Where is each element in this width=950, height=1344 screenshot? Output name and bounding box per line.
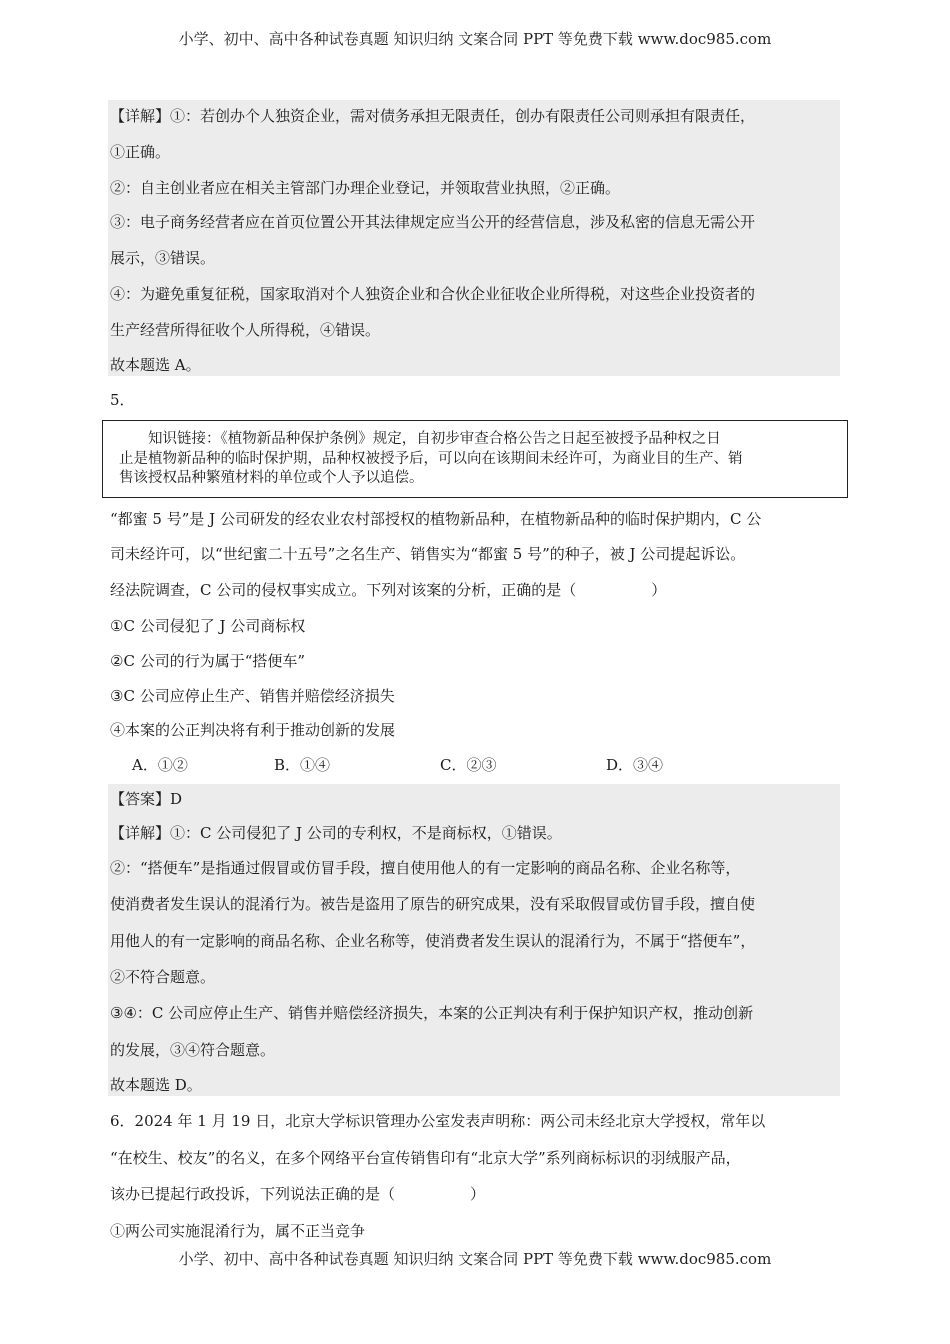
q4-explain-line: 展示，③错误。 [110, 249, 216, 267]
q4-explain-line: ②：自主创业者应在相关主管部门办理企业登记，并领取营业执照，②正确。 [110, 179, 621, 197]
q5-item: ③C 公司应停止生产、销售并赔偿经济损失 [110, 687, 395, 705]
q5-stem-line: 司未经许可，以“世纪蜜二十五号”之名生产、销售实为“都蜜 5 号”的种子，被 J 公司提起诉讼。 [110, 545, 746, 563]
q5-answer: 【答案】D [110, 790, 183, 808]
q5-explain-line: 使消费者发生误认的混淆行为。被告是盗用了原告的研究成果，没有采取假冒或仿冒手段，擅自使 [110, 895, 756, 913]
page-footer: 小学、初中、高中各种试卷真题 知识归纳 文案合同 PPT 等免费下载 www.doc985.com [178, 1250, 772, 1268]
page-header: 小学、初中、高中各种试卷真题 知识归纳 文案合同 PPT 等免费下载 www.doc985.com [178, 30, 772, 48]
q5-explain-line: 【详解】①：C 公司侵犯了 J 公司的专利权，不是商标权，①错误。 [110, 824, 562, 842]
q5-explain-line: 故本题选 D。 [110, 1076, 202, 1094]
q4-explain-line: 【详解】①：若创办个人独资企业，需对债务承担无限责任，创办有限责任公司则承担有限责任， [110, 107, 756, 125]
knowledge-link-box [102, 420, 848, 498]
q5-explain-line: 的发展，③④符合题意。 [110, 1041, 276, 1059]
q5-explain-line: 用他人的有一定影响的商品名称、企业名称等，使消费者发生误认的混淆行为，不属于“搭便车”， [110, 932, 756, 950]
q4-explain-line: 故本题选 A。 [110, 356, 201, 374]
q5-item: ④本案的公正判决将有利于推动创新的发展 [110, 721, 396, 739]
q4-explain-line: ③：电子商务经营者应在首页位置公开其法律规定应当公开的经营信息，涉及私密的信息无需公开 [110, 213, 756, 231]
q5-explain-line: ②不符合题意。 [110, 968, 216, 986]
q6-item: ①两公司实施混淆行为，属不正当竞争 [110, 1222, 366, 1240]
q4-explain-line: 生产经营所得征收个人所得税，④错误。 [110, 321, 381, 339]
q5-option-a: A．①② [132, 756, 188, 774]
q5-option-c: C．②③ [440, 756, 497, 774]
q5-stem-line: 经法院调查，C 公司的侵权事实成立。下列对该案的分析，正确的是（ ） [110, 581, 667, 599]
q5-explain-line: ③④：C 公司应停止生产、销售并赔偿经济损失，本案的公正判决有利于保护知识产权，推动创新 [110, 1004, 754, 1022]
q6-stem-line: “在校生、校友”的名义，在多个网络平台宣传销售印有“北京大学”系列商标标识的羽绒服产品， [110, 1149, 741, 1167]
q5-item: ②C 公司的行为属于“搭便车” [110, 652, 306, 670]
knowledge-line: 知识链接：《植物新品种保护条例》规定，自初步审查合格公告之日起至被授予品种权之日 [148, 431, 721, 447]
knowledge-line: 止是植物新品种的临时保护期，品种权被授予后，可以向在该期间未经许可，为商业目的生产、销 [119, 451, 743, 467]
q4-explain-line: ④：为避免重复征税，国家取消对个人独资企业和合伙企业征收企业所得税，对这些企业投资者的 [110, 285, 756, 303]
q4-explain-line: ①正确。 [110, 143, 171, 161]
q5-item: ①C 公司侵犯了 J 公司商标权 [110, 617, 306, 635]
q5-stem-line: “都蜜 5 号”是 J 公司研发的经农业农村部授权的植物新品种，在植物新品种的临时保护期内，C 公 [110, 510, 762, 528]
q5-option-b: B．①④ [274, 756, 331, 774]
q5-number: 5． [110, 391, 135, 409]
q6-stem-line: 该办已提起行政投诉，下列说法正确的是（ ） [110, 1185, 486, 1203]
q5-explain-line: ②：“搭便车”是指通过假冒或仿冒手段，擅自使用他人的有一定影响的商品名称、企业名称等， [110, 859, 741, 877]
q6-stem-line: 6．2024 年 1 月 19 日，北京大学标识管理办公室发表声明称：两公司未经北京大学授权，常年以 [110, 1112, 766, 1130]
q5-option-d: D．③④ [606, 756, 664, 774]
knowledge-line: 售该授权品种繁殖材料的单位或个人予以追偿。 [119, 470, 424, 486]
